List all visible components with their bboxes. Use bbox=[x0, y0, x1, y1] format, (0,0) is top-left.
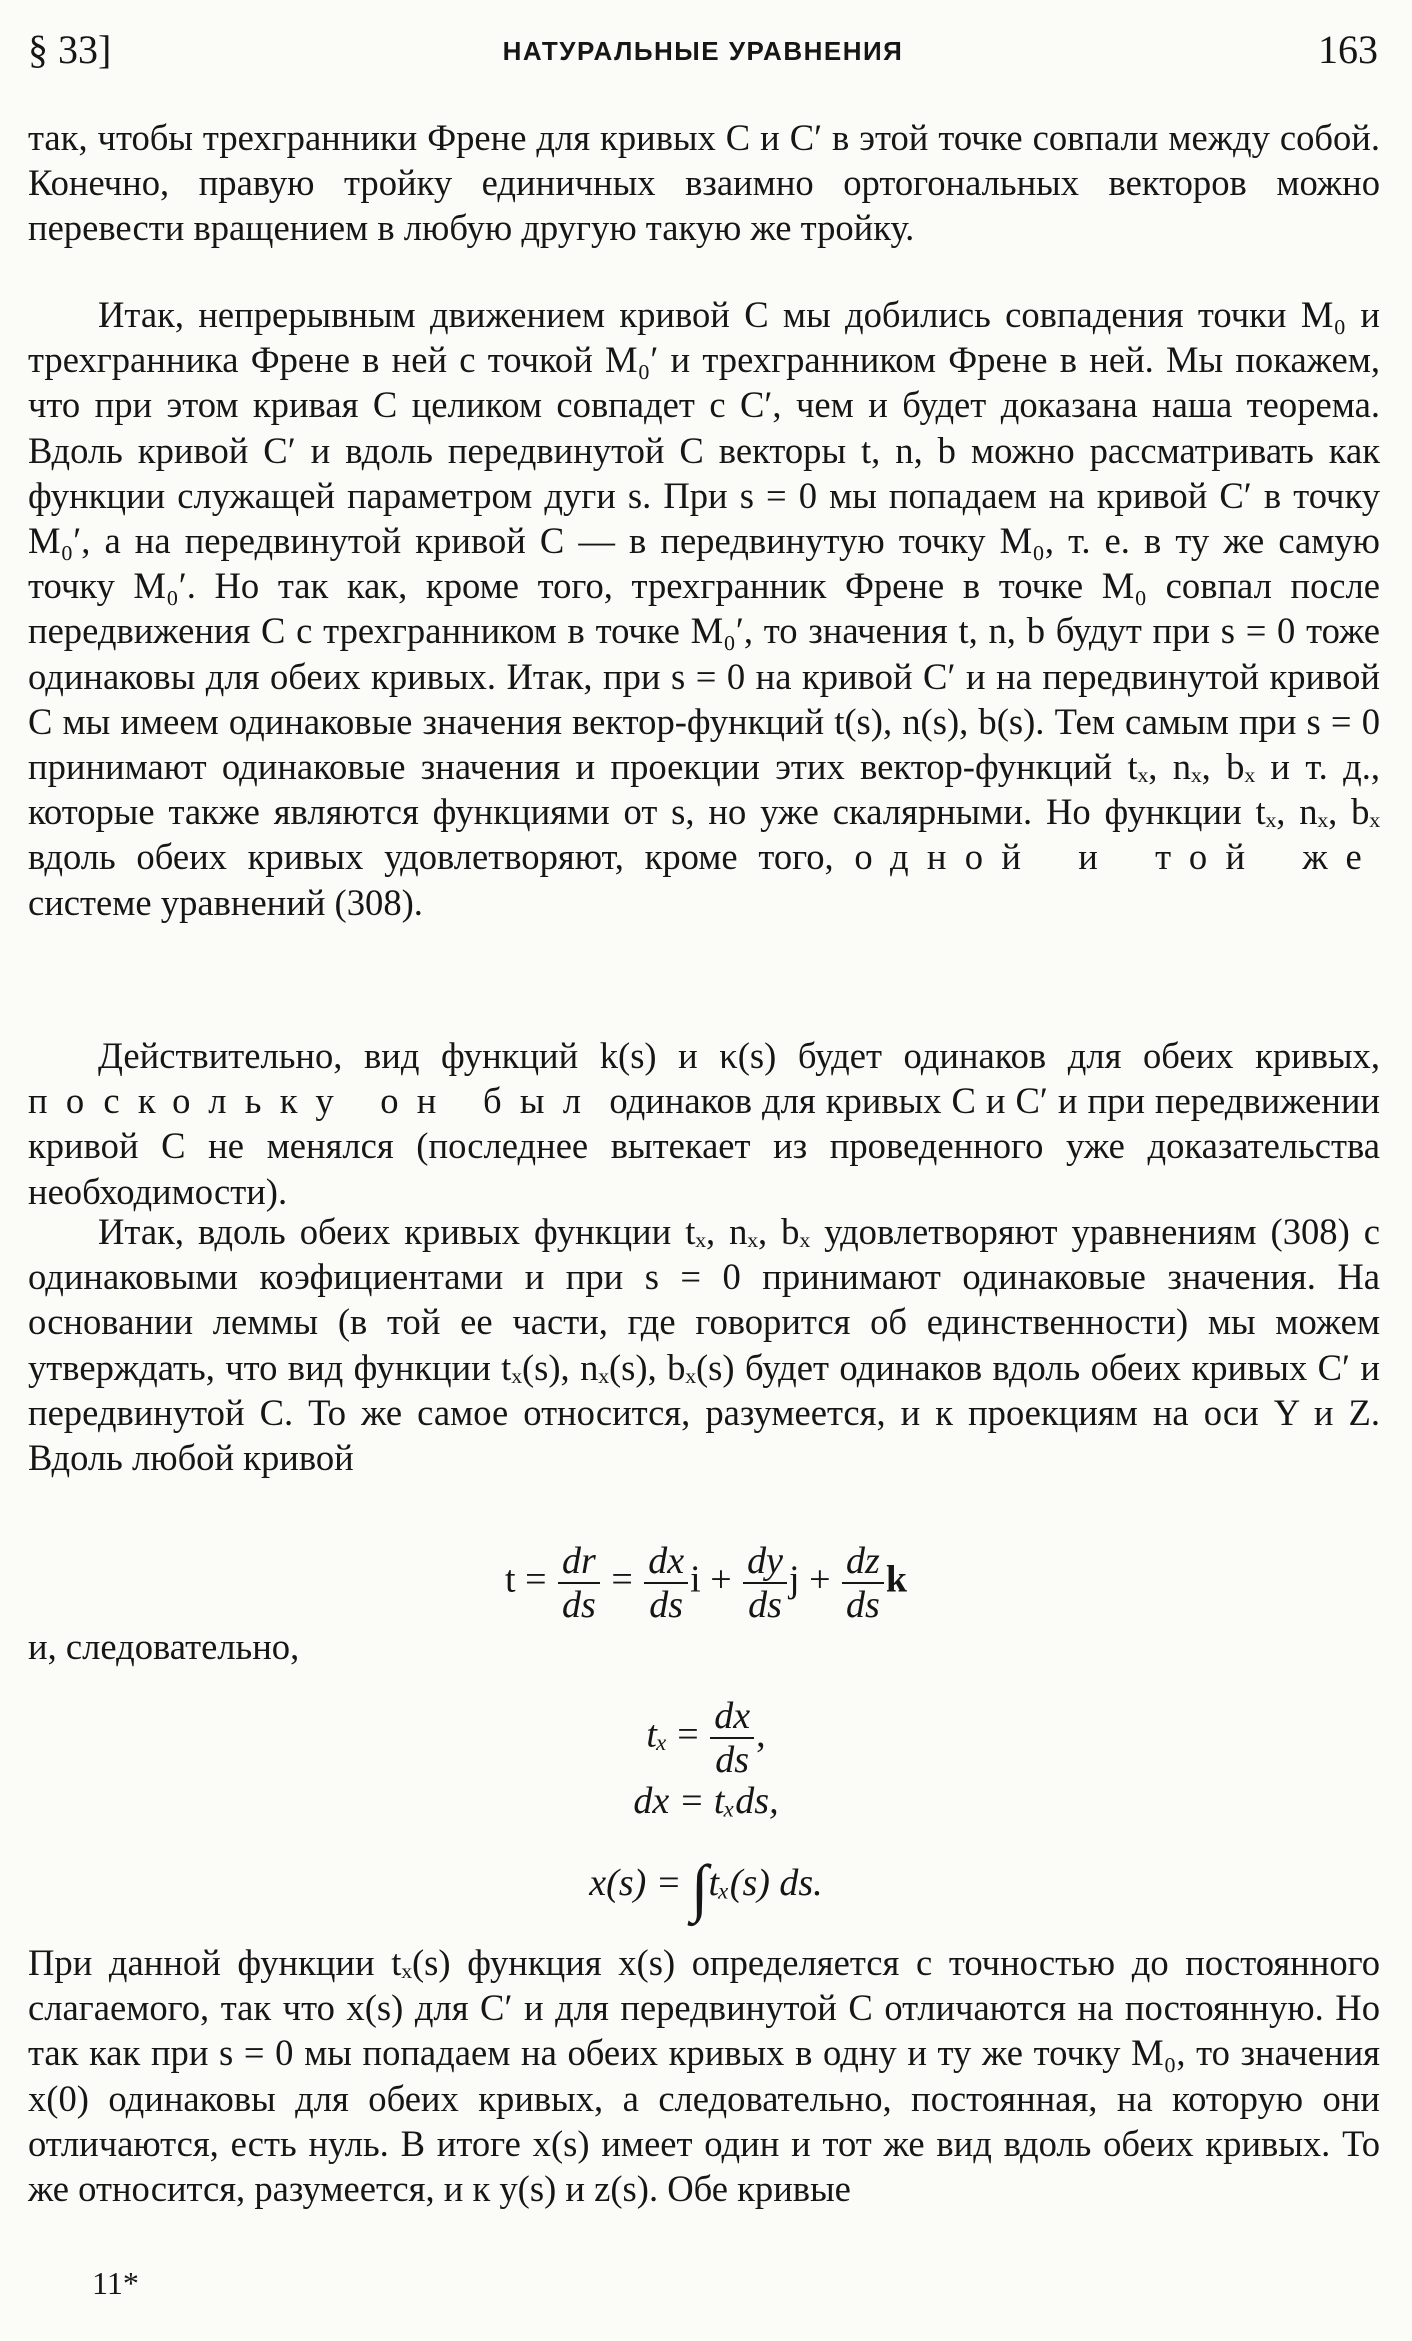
eq3-text: dx = tₓds, bbox=[633, 1780, 779, 1822]
paragraph-5: При данной функции tₓ(s) функция x(s) определяется с точностью до постоянного слагаемого, так что x(s) для C′ и для передвинутой C отличаются на постоянную. Но так как при s = 0 мы попадаем на обеих кривых в одну и ту же точку M₀, то значения x(0) одинаковы для обеих кривых, а следовательно, постоянная, на которую они отличаются, есть нуль. В итоге x(s) имеет один и тот же вид вдоль обеих кривых. То же относится, разумеется, и к y(s) и z(s). Обе кривые bbox=[28, 1942, 1380, 2210]
frac-den: ds bbox=[562, 1584, 596, 1626]
paragraph-4: Итак, вдоль обеих кривых функции tₓ, nₓ, bₓ удовлетворяют уравнениям (308) с одинаковыми коэфициентами и при s = 0 принимают одинаковые значения. На основании леммы (в той ее части, где говорится об единственности) мы можем утверждать, что вид функции tₓ(s), nₓ(s), bₓ(s) будет одинаков вдоль обеих кривых C′ и передвинутой C. То же самое относится, разумеется, и к проекциям на оси Y и Z. Вдоль любой кривой bbox=[28, 1211, 1380, 1479]
eq2-tail: , bbox=[756, 1713, 766, 1756]
signature-mark: 11* bbox=[92, 2265, 139, 2301]
frac-num: dx bbox=[710, 1695, 754, 1739]
eq2-lhs: tₓ bbox=[646, 1713, 668, 1756]
frac-dy-ds bbox=[743, 1540, 787, 1626]
frac-den: ds bbox=[846, 1584, 880, 1626]
eq4-rhs: tₓ(s) ds. bbox=[708, 1862, 823, 1904]
running-header bbox=[28, 26, 1378, 86]
spaced-emphasis: одной и той же bbox=[854, 836, 1380, 878]
paragraph-3-end: одинаков для кривых C и C′ и при передвижении кривой C не менялся (последнее вытекает из проведенного уже доказательства необходимости). bbox=[28, 1080, 1380, 1212]
integral-sign: ∫ bbox=[690, 1852, 709, 1923]
frac-num: dz bbox=[842, 1540, 884, 1584]
equation-tangent-vector: t = $\frac{dr}{ds}$ = $\frac{dx}{ds}$ i + $\frac{dy}{ds}$ j + $\frac{dz}{ds}$ k bbox=[505, 1540, 907, 1626]
paragraph-3-start: Действительно, вид функций k(s) и κ(s) будет одинаков для обеих кривых, bbox=[98, 1035, 1380, 1076]
eq-i: i bbox=[690, 1558, 701, 1601]
eq-k: k bbox=[885, 1558, 907, 1601]
paragraph-2 bbox=[28, 292, 1380, 925]
running-title: НАТУРАЛЬНЫЕ УРАВНЕНИЯ bbox=[502, 36, 904, 66]
frac-dz-ds bbox=[842, 1540, 884, 1626]
paragraph-1: так, чтобы трехгранники Френе для кривых C и C′ в этой точке совпали между собой. Конечно, правую тройку единичных взаимно ортогональных векторов можно перевести вращением в любую другую такую же тройку. bbox=[28, 117, 1380, 249]
eq-t: t bbox=[505, 1558, 516, 1601]
section-mark: § 33] bbox=[28, 27, 112, 72]
frac-num: dx bbox=[644, 1540, 688, 1584]
equation-integral bbox=[0, 1851, 1412, 1925]
paragraph-2-end: системе уравнений (308). bbox=[28, 881, 423, 923]
equation-dx bbox=[0, 1779, 1412, 1823]
page-number: 163 bbox=[1318, 27, 1378, 72]
frac-num: dr bbox=[558, 1540, 600, 1584]
frac-num: dy bbox=[743, 1540, 787, 1584]
equation-tx: tₓ = $\frac{dx}{ds}$ , bbox=[646, 1695, 766, 1781]
frac-den: ds bbox=[748, 1584, 782, 1626]
spaced-emphasis: поскольку он был bbox=[28, 1080, 600, 1122]
eq4-lhs: x(s) = bbox=[589, 1862, 682, 1904]
paragraph-3 bbox=[28, 1033, 1380, 1214]
frac-dx-ds bbox=[644, 1540, 688, 1626]
connective-text: и, следовательно, bbox=[28, 1626, 300, 1667]
frac-dx-ds-2 bbox=[710, 1695, 754, 1781]
frac-dr-ds bbox=[558, 1540, 600, 1626]
frac-den: ds bbox=[715, 1739, 750, 1781]
frac-den: ds bbox=[649, 1584, 684, 1626]
eq-j: j bbox=[789, 1558, 800, 1601]
paragraph-2-text: Итак, непрерывным движением кривой C мы добились совпадения точки M₀ и трехгранника Френе в ней с точкой M₀′ и трехгранником Френе в ней. Мы покажем, что при этом кривая C целиком совпадет с C′, чем и будет доказана наша теорема. Вдоль кривой C′ и вдоль передвинутой C векторы t, n, b можно рассматривать как функции служащей параметром дуги s. При s = 0 мы попадаем на кривой C′ в точку M₀′, а на передвинутой кривой C — в передвинутую точку M₀, т. е. в ту же самую точку M₀′. Но так как, кроме того, трехгранник Френе в точке M₀ совпал после передвижения C с трехгранником в точке M₀′, то значения t, n, b будут при s = 0 тоже одинаковы для обеих кривых. Итак, при s = 0 на кривой C′ и на передвинутой кривой C мы имеем одинаковые значения вектор-функций t(s), n(s), b(s). Тем самым при s = 0 принимают одинаковые значения и проекции этих вектор-функций tₓ, nₓ, bₓ и т. д., которые также являются функциями от s, но уже скалярными. Но функции tₓ, nₓ, bₓ вдоль обеих кривых удовлетворяют, кроме того, bbox=[28, 294, 1380, 878]
